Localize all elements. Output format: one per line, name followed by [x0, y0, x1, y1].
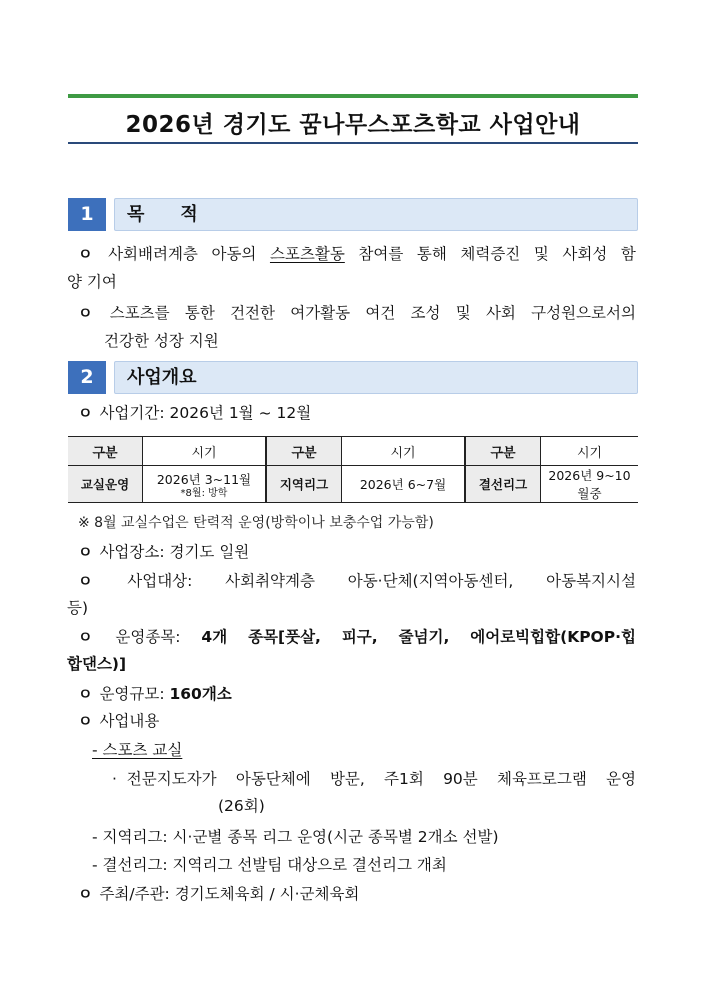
table-header-cell: 시기 — [342, 437, 466, 466]
word: 방문, — [329, 770, 365, 788]
scale-value: 160개소 — [169, 685, 232, 703]
word: 참여를 — [358, 245, 404, 263]
word: 건전한 — [230, 304, 275, 322]
word: 통해 — [416, 245, 447, 263]
word: 스포츠를 — [109, 304, 170, 322]
word: 90분 — [443, 770, 478, 788]
table-cell — [143, 466, 267, 503]
section-title: 목 적 — [127, 204, 198, 225]
word: 및 — [455, 304, 471, 322]
word: 주1회 — [384, 770, 424, 788]
word: 피구, — [341, 628, 378, 646]
content-text: 사업내용 — [99, 712, 160, 730]
class-detail-line — [112, 768, 636, 790]
word: 운영종목: — [115, 628, 181, 646]
period-text: 사업기간: 2026년 1월 ~ 12월 — [99, 404, 312, 422]
bullet: ㅇ — [78, 543, 93, 561]
table-header-cell: 구분 — [266, 437, 342, 466]
table-header-cell: 시기 — [541, 437, 639, 466]
word: 사회배려계층 — [108, 245, 198, 263]
scale-label: 운영규모: — [99, 685, 170, 703]
host-text: 주최/주관: 경기도체육회 / 시·군체육회 — [99, 885, 360, 903]
word: 체력증진 — [460, 245, 521, 263]
final-league-line: - 결선리그: 지역리그 선발팀 대상으로 결선리그 개최 — [92, 856, 447, 874]
period-line — [78, 402, 311, 424]
word: 에어로빅힙합(KPOP·힙 — [470, 628, 636, 646]
bullet: ㅇ — [78, 628, 93, 646]
word: 스포츠활동 — [269, 245, 345, 263]
table-header-cell: 구분 — [465, 437, 541, 466]
table-cell-subtext: *8월: 방학 — [180, 487, 228, 499]
word: · 전문지도자가 — [112, 770, 217, 788]
purpose-item-2-cont: 건강한 성장 지원 — [104, 332, 219, 350]
scale-line — [78, 683, 232, 705]
word: 사회취약계층 — [225, 572, 315, 590]
sports-class-line — [92, 739, 182, 761]
table-row — [68, 466, 638, 503]
place-line — [78, 541, 249, 563]
word: 4개 — [201, 628, 228, 646]
purpose-item-1 — [78, 243, 636, 265]
word: 구성원으로서의 — [531, 304, 636, 322]
purpose-item-2 — [78, 302, 636, 324]
bullet: ㅇ — [78, 712, 93, 730]
word: 사회 — [485, 304, 516, 322]
word: 사회성 — [562, 245, 608, 263]
word: 여가활동 — [290, 304, 351, 322]
word: 함 — [620, 245, 636, 263]
word: 줄넘기, — [398, 628, 450, 646]
table-cell: 2026년 6~7월 — [342, 466, 466, 503]
table-header-row — [68, 437, 638, 466]
word: 조성 — [410, 304, 441, 322]
target-line — [78, 570, 636, 592]
word: 아동의 — [211, 245, 257, 263]
section-title: 사업개요 — [127, 367, 197, 388]
section-number: 1 — [68, 198, 106, 231]
table-cell: 2026년 9~10월중 — [541, 466, 639, 503]
bullet: ㅇ — [78, 304, 93, 322]
section-header-overview — [68, 361, 638, 394]
word: 사업대상: — [127, 572, 193, 590]
events-cont: 합댄스)] — [67, 655, 127, 673]
schedule-table — [68, 436, 638, 503]
table-header-cell: 구분 — [68, 437, 143, 466]
table-cell: 지역리그 — [266, 466, 342, 503]
word: 아동단체에 — [235, 770, 311, 788]
regional-league-line: - 지역리그: 시·군별 종목 리그 운영(시군 종목별 2개소 선발) — [92, 828, 499, 846]
table-cell-text: 2026년 3~11월 — [156, 471, 252, 487]
bullet: ㅇ — [78, 885, 93, 903]
schedule-note: ※ 8월 교실수업은 탄력적 운영(방학이나 보충수업 가능함) — [78, 515, 434, 531]
target-cont: 등) — [67, 599, 89, 617]
word: 아동·단체(지역아동센터, — [347, 572, 514, 590]
section-bar — [114, 198, 638, 231]
purpose-item-1-cont: 양 기여 — [67, 273, 117, 291]
word: 운영 — [606, 770, 636, 788]
table-cell: 교실운영 — [68, 466, 143, 503]
place-text: 사업장소: 경기도 일원 — [99, 543, 250, 561]
content-line — [78, 710, 159, 732]
title-box — [68, 94, 638, 144]
page-title: 2026년 경기도 꿈나무스포츠학교 사업안내 — [125, 112, 581, 138]
table-header-cell: 시기 — [143, 437, 267, 466]
bullet: ㅇ — [78, 572, 93, 590]
bullet: ㅇ — [78, 685, 93, 703]
table-cell: 결선리그 — [465, 466, 541, 503]
sports-class-text: - 스포츠 교실 — [92, 741, 183, 759]
bullet: ㅇ — [78, 245, 93, 263]
host-line — [78, 883, 359, 905]
class-detail-cont: (26회) — [218, 797, 265, 815]
section-bar — [114, 361, 638, 394]
word: 및 — [533, 245, 549, 263]
word: 통한 — [184, 304, 215, 322]
section-header-purpose — [68, 198, 638, 231]
word: 아동복지시설 — [546, 572, 636, 590]
section-number: 2 — [68, 361, 106, 394]
events-line — [78, 626, 636, 648]
word: 체육프로그램 — [496, 770, 587, 788]
bullet: ㅇ — [78, 404, 93, 422]
word: 종목[풋살, — [248, 628, 321, 646]
word: 여건 — [365, 304, 396, 322]
